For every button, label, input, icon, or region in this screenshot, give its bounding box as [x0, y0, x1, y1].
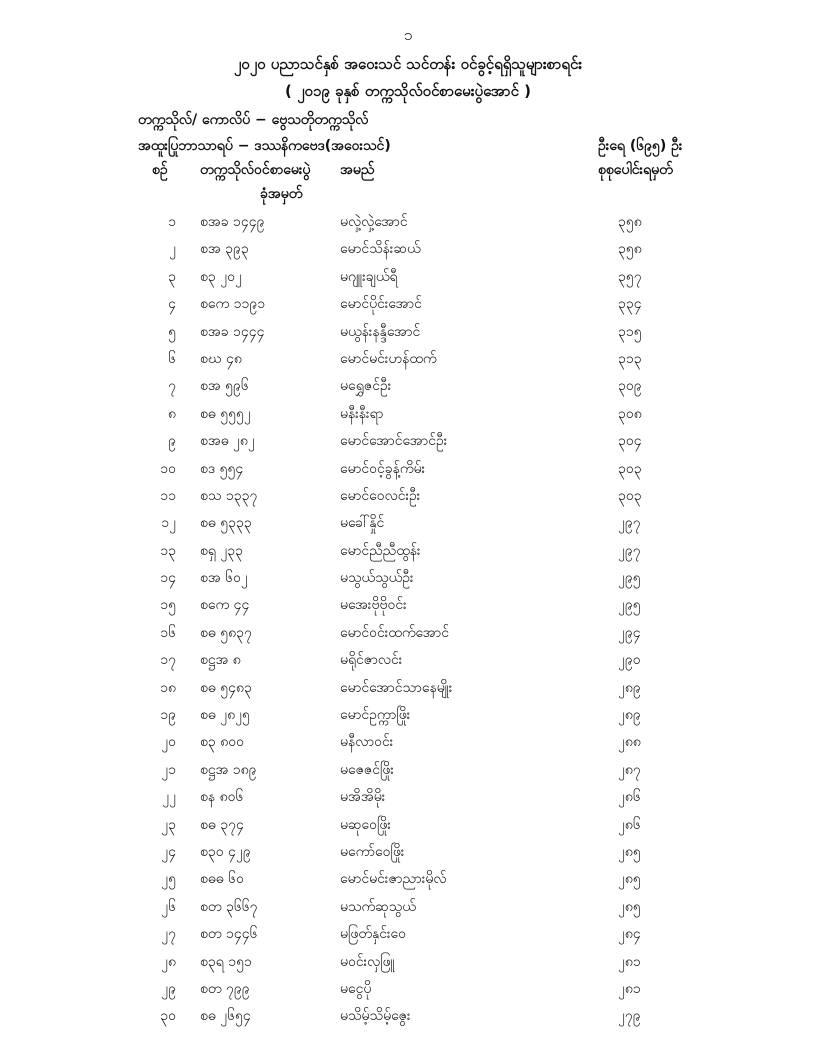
list-item — [0, 920, 816, 947]
roll-number: စဃ ၄၈ — [200, 350, 242, 367]
total-marks: ၃၅၈ — [618, 241, 642, 258]
list-item — [0, 427, 816, 454]
serial-no: ၁၆ — [160, 624, 176, 641]
student-name: မောင်ဥက္ကာဖြိုး — [340, 707, 411, 724]
list-item — [0, 1002, 816, 1029]
student-name: မောင်ဝင့်ခွန့်ကိမ်း — [340, 460, 426, 477]
list-item — [0, 235, 816, 262]
total-marks: ၃၅၇ — [618, 268, 642, 285]
total-marks: ၂၇၉ — [618, 1008, 641, 1025]
roll-number: စတ ၇၉၉ — [200, 980, 250, 997]
serial-no: ၇ — [168, 378, 176, 395]
serial-no: ၂၁ — [161, 761, 176, 778]
roll-number: စအဓ ၂၈၂ — [200, 433, 255, 450]
roll-number: စဋ္ဌအ ၁၈၉ — [200, 761, 257, 778]
list-item — [0, 756, 816, 783]
total-marks: ၂၈၆ — [618, 789, 641, 806]
total-marks: ၂၈၁ — [618, 980, 641, 997]
list-item — [0, 728, 816, 755]
serial-no: ၂၈ — [161, 953, 176, 970]
serial-no: ၁၅ — [160, 597, 176, 614]
total-marks: ၃၁၃ — [618, 350, 642, 367]
roll-number: စအ ၃၉၃ — [200, 241, 249, 258]
student-name: မနီးနီးရာ — [340, 405, 384, 422]
total-marks: ၂၈၉ — [618, 679, 641, 696]
list-item — [0, 372, 816, 399]
total-marks: ၂၈၆ — [618, 816, 641, 833]
list-item — [0, 482, 816, 509]
total-marks: ၂၈၈ — [618, 734, 641, 751]
page-number: ၁ — [403, 25, 413, 44]
student-name: မောင်ညီညီထွန်း — [340, 542, 421, 559]
student-name: မအေးဗိုဗိုဝင်း — [340, 597, 407, 614]
student-name: မဝင်းလှဖြူ — [340, 953, 395, 970]
student-name: မသက်ဆုသွယ် — [340, 898, 416, 915]
roll-number: စ၃ဝ ၄၂၉ — [200, 843, 251, 860]
list-item — [0, 537, 816, 564]
roll-number: စအခ ၁၄၄၉ — [200, 214, 265, 230]
list-item — [0, 509, 816, 536]
serial-no: ၂၆ — [161, 898, 176, 915]
student-name: မဖြတ်နှင်းဝေ — [340, 926, 406, 943]
serial-no: ၂ — [169, 241, 176, 258]
total-marks: ၂၉၇ — [618, 542, 641, 559]
serial-no: ၄ — [168, 296, 176, 313]
roll-number: စဋ္ဌအ ၈ — [200, 652, 241, 669]
serial-no: ၁၃ — [160, 542, 176, 559]
total-marks: ၂၈၅ — [618, 843, 641, 860]
list-item — [0, 701, 816, 728]
student-name: မောင်အောင်သာနေမျိုး — [340, 679, 453, 696]
total-marks: ၂၈၁ — [618, 953, 641, 970]
student-name: မောင်ပိုင်းအောင် — [340, 296, 422, 313]
roll-number: စဓ ၃၇၄ — [200, 816, 244, 833]
student-name: မငွေပို — [340, 980, 372, 997]
roll-number: စန ၈၀၆ — [200, 789, 244, 806]
serial-no: ၁၄ — [160, 570, 176, 587]
serial-no: ၆ — [168, 350, 176, 367]
serial-no: ၁၉ — [160, 707, 176, 724]
serial-no: ၂၅ — [161, 871, 176, 888]
total-marks: ၂၉၀ — [618, 652, 641, 669]
total-marks: ၂၉၇ — [618, 515, 641, 532]
list-item — [0, 948, 816, 975]
serial-no: ၁၂ — [161, 515, 176, 532]
total-marks: ၂၈၉ — [618, 707, 641, 724]
serial-no: ၁၇ — [160, 652, 176, 669]
student-name: မောင်အောင်အောင်ဦး — [340, 433, 448, 450]
header-total-marks: စုစုပေါင်းရမှတ် — [598, 162, 673, 178]
roll-number: စ၃ ၂၀၂ — [200, 268, 242, 285]
total-marks: ၃၀၃ — [618, 487, 642, 504]
roll-number: စဓ ၂၈၂၅ — [200, 707, 250, 724]
total-marks: ၃၀၉ — [618, 378, 642, 395]
list-item — [0, 783, 816, 810]
roll-number: စအ ၆၀၂ — [200, 570, 248, 587]
list-item — [0, 674, 816, 701]
document-title: ၂၀၂၀ ပညာသင်နှစ် အဝေးသင် သင်တန်း ဝင်ခွင့်ရရှိသူများစာရင်း — [233, 55, 583, 73]
serial-no: ၂၃ — [161, 816, 176, 833]
serial-no: ၁ — [168, 214, 176, 230]
list-item — [0, 564, 816, 591]
student-name: မောင်ဝေလင်းဦး — [340, 487, 421, 504]
student-name: မဂျူးချယ်ရီ — [340, 268, 398, 285]
student-name: မောင်မင်းဟန်ထက် — [340, 350, 437, 367]
total-marks: ၂၈၅ — [618, 871, 641, 888]
list-item — [0, 865, 816, 892]
total-marks: ၃၁၅ — [618, 323, 642, 340]
roll-number: စရှ ၂၃၃ — [200, 542, 243, 559]
student-name: မောင်ဝင်းထက်အောင် — [340, 624, 449, 641]
list-item — [0, 400, 816, 427]
university-line: တက္ကသိုလ်/ ကောလိပ် − ဗွေသတိုတက္ကသိုလ် — [138, 112, 369, 128]
roll-number: စဓ ၅၅၅၂ — [200, 405, 251, 422]
serial-no: ၂၄ — [161, 843, 176, 860]
student-name: မအိအိမိုး — [340, 789, 386, 806]
roll-number: စအ ၅၉၆ — [200, 378, 249, 395]
student-name: မောင်မင်းဇာညားမိုလ် — [340, 871, 447, 888]
student-name: မောင်သိန်းဆယ် — [340, 241, 421, 258]
serial-no: ၂၀ — [161, 734, 176, 751]
serial-no: ၁၁ — [160, 487, 176, 504]
student-name: မသိမ့်သိမ့်ဇွေး — [340, 1008, 411, 1025]
total-marks: ၂၉၅ — [618, 570, 641, 587]
list-item — [0, 263, 816, 290]
document-subtitle: ( ၂၀၁၉ ခုနှစ် တက္ကသိုလ်ဝင်စာမေးပွဲအောင် ) — [285, 82, 531, 100]
header-roll-number-line2: ခုံအမှတ် — [260, 186, 303, 202]
list-item — [0, 318, 816, 345]
serial-no: ၂၂ — [162, 789, 176, 806]
student-name: မရိုင်ဇာလင်း — [340, 652, 403, 669]
results-list — [0, 208, 816, 1030]
serial-no: ၈ — [168, 405, 176, 422]
list-item — [0, 208, 816, 235]
roll-number: စကေ ၁၁၉၁ — [200, 296, 266, 313]
list-item — [0, 646, 816, 673]
student-name: မကော်ဝေဖြိုး — [340, 843, 405, 860]
student-name: မလှဲ့လှဲ့အောင် — [340, 214, 408, 230]
total-marks: ၃၀၈ — [618, 405, 642, 422]
roll-number: စတ ၁၄၄၆ — [200, 926, 258, 943]
list-item — [0, 893, 816, 920]
header-serial-no: စဉ် — [152, 162, 168, 178]
serial-no: ၁၀ — [160, 460, 176, 477]
student-name: မဆုဝေဖြိုး — [340, 816, 391, 833]
course-line: အထူးပြုဘာသာရပ် − ဒဿနိကဗေဒ(အဝေးသင်) — [138, 138, 391, 154]
student-name: မနီလာဝင်း — [340, 734, 394, 751]
serial-no: ၂၉ — [161, 980, 176, 997]
list-item — [0, 455, 816, 482]
list-item — [0, 290, 816, 317]
student-name: မဇေဇင်ဖြိုး — [340, 761, 394, 778]
total-marks: ၂၉၅ — [618, 597, 641, 614]
roll-number: စဓ ၅၈၃၇ — [200, 624, 252, 641]
roll-number: စ၃ ၈၀၀ — [200, 734, 244, 751]
roll-number: စ၃ရ ၁၅၁ — [200, 953, 252, 970]
serial-no: ၂၇ — [161, 926, 176, 943]
serial-no: ၁၈ — [160, 679, 176, 696]
serial-no: ၅ — [168, 323, 176, 340]
total-marks: ၂၉၄ — [618, 624, 641, 641]
total-marks: ၂၈၄ — [618, 926, 641, 943]
student-name: မရွှေဇင်ဦး — [340, 378, 392, 395]
roll-number: စဓ ၅၄၈၃ — [200, 679, 252, 696]
roll-number: စကေ ၄၄ — [200, 597, 250, 614]
list-item — [0, 591, 816, 618]
roll-number: စဓဓ ၆၀ — [200, 871, 244, 888]
total-marks: ၃၀၄ — [618, 433, 642, 450]
list-item — [0, 975, 816, 1002]
total-count: ဦးရေ (၆၉၅) ဦး — [598, 138, 683, 154]
list-item — [0, 345, 816, 372]
roll-number: စသ ၁၃၃၇ — [200, 487, 258, 504]
student-name: မခေါ်နှိုင် — [340, 515, 385, 532]
roll-number: စတ ၃၆၆၇ — [200, 898, 258, 915]
list-item — [0, 619, 816, 646]
total-marks: ၂၈၇ — [618, 761, 641, 778]
serial-no: ၃၀ — [160, 1008, 176, 1025]
total-marks: ၂၈၅ — [618, 898, 641, 915]
roll-number: စအခ ၁၄၄၄ — [200, 323, 265, 340]
roll-number: စဓ ၅၃၃၃ — [200, 515, 252, 532]
roll-number: စဓ ၂၆၅၄ — [200, 1008, 251, 1025]
student-name: မယွန်းနန္ဒီအောင် — [340, 323, 421, 340]
student-name: မသွယ်သွယ်ဦး — [340, 570, 414, 587]
roll-number: စဒ ၅၅၄ — [200, 460, 244, 477]
total-marks: ၃၅၈ — [618, 214, 642, 230]
serial-no: ၃ — [168, 268, 176, 285]
total-marks: ၃၀၃ — [618, 460, 642, 477]
header-name: အမည် — [340, 162, 375, 178]
list-item — [0, 811, 816, 838]
header-roll-number: တက္ကသိုလ်ဝင်စာမေးပွဲ — [200, 162, 311, 178]
total-marks: ၃၃၄ — [618, 296, 642, 313]
list-item — [0, 838, 816, 865]
serial-no: ၉ — [168, 433, 176, 450]
